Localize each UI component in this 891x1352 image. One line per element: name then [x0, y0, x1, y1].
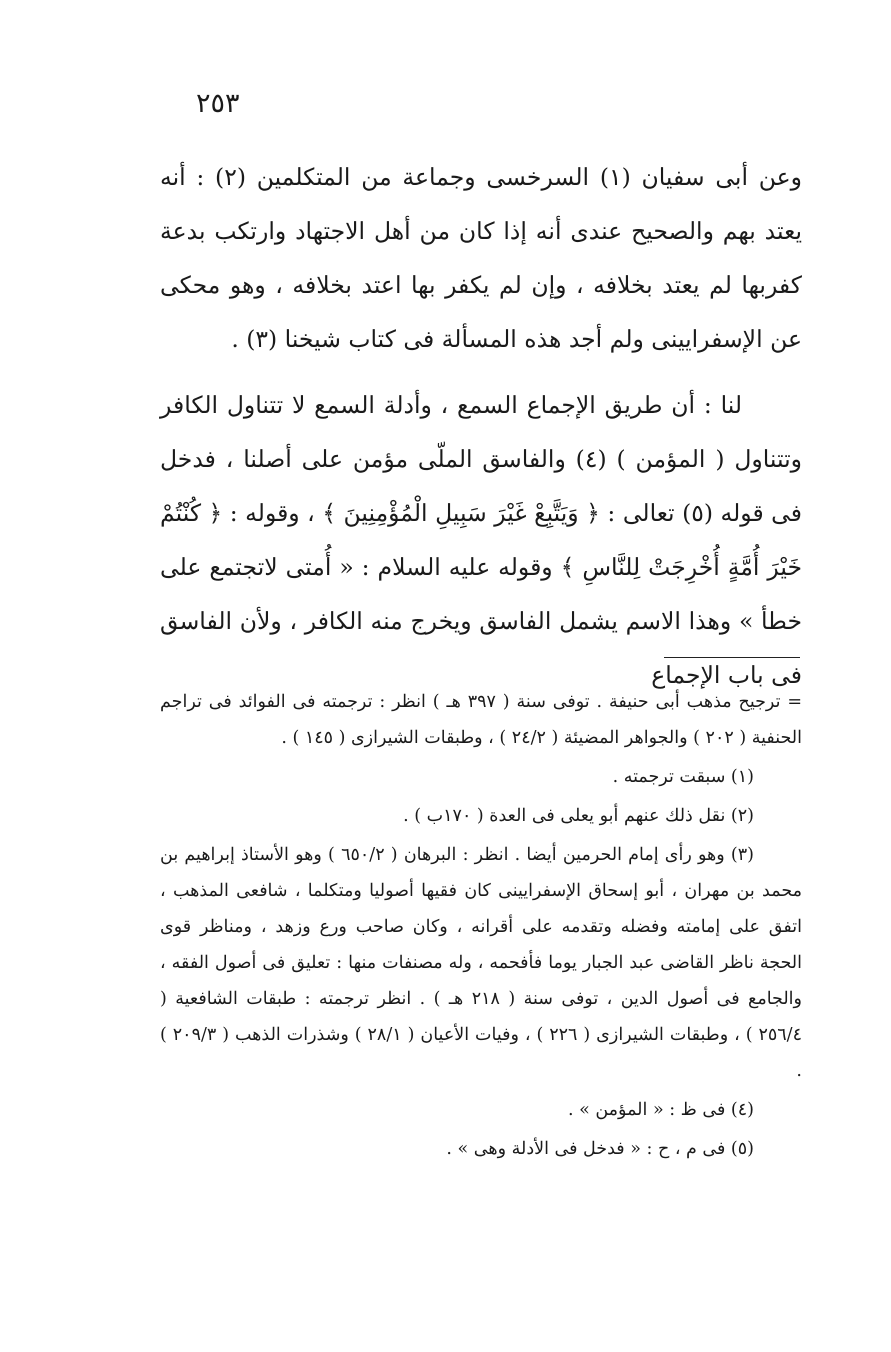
footnote-1: (١) سبقت ترجمته . — [612, 767, 754, 787]
main-text — [160, 150, 802, 702]
footnote-2: (٢) نقل ذلك عنهم أبو يعلى فى العدة ( ١٧٠ب ) . — [403, 806, 754, 826]
main-paragraph-2: لنا : أن طريق الإجماع السمع ، وأدلة السمع لا تتناول الكافر وتتناول ( المؤمن ) (٤) والفاسق الملّى مؤمن على أصلنا ، فدخل فى قوله (٥) تعالى : ﴿ وَيَتَّبِعْ غَيْرَ سَبِيلِ الْمُؤْمِنِينَ ﴾ ، وقوله : ﴿ كُنْتُمْ خَيْرَ أُمَّةٍ أُخْرِجَتْ لِلنَّاسِ ﴾ وقوله عليه السلام : « أُمتى لاتجتمع على خطأ » وهذا الاسم يشمل الفاسق ويخرج منه الكافر ، ولأن الفاسق فى باب الإجماع — [160, 391, 803, 689]
footnote-5: (٥) فى م ، ح : « فدخل فى الأدلة وهى » . — [446, 1139, 754, 1159]
footnote-continuation: = ترجيح مذهب أبى حنيفة . توفى سنة ( ٣٩٧ هـ ) انظر : ترجمته فى الفوائد فى تراجم الحنفية ( ٢٠٢ ) والجواهر المضيئة ( ٢٤/٢ ) ، وطبقات الشيرازى ( ١٤٥ ) . — [160, 692, 802, 748]
page-number: ٢٥٣ — [196, 88, 240, 119]
footnote-3: (٣) وهو رأى إمام الحرمين أيضا . انظر : البرهان ( ٦٥٠/٢ ) وهو الأستاذ إبراهيم بن محمد بن مهران ، أبو إسحاق الإسفرايينى كان فقيها أصوليا ومتكلما ، شافعى المذهب ، اتفق على إمامته وفضله وتقدمه على أقرانه ، وكان صاحب ورع وزهد ، ومناظر قوى الحجة ناظر القاضى عبد الجبار يوما فأفحمه ، وله مصنفات منها : تعليق فى أصول الفقه ، والجامع فى أصول الدين ، توفى سنة ( ٢١٨ هـ ) . انظر ترجمته : طبقات الشافعية ( ٢٥٦/٤ ) ، وطبقات الشيرازى ( ٢٢٦ ) ، وفيات الأعيان ( ٢٨/١ ) وشذرات الذهب ( ٢٠٩/٣ ) . — [160, 845, 802, 1081]
main-paragraph-1: وعن أبى سفيان (١) السرخسى وجماعة من المتكلمين (٢) : أنه يعتد بهم والصحيح عندى أنه إذا كان من أهل الاجتهاد وارتكب بدعة كفربها لم يعتد بخلافه ، وإن لم يكفر بها اعتد بخلافه ، وهو محكى عن الإسفرايينى ولم أجد هذه المسألة فى كتاب شيخنا (٣) . — [160, 163, 802, 353]
footnote-4: (٤) فى ظ : « المؤمن » . — [567, 1100, 754, 1120]
footnotes — [160, 684, 802, 1170]
footnote-divider — [664, 657, 800, 658]
